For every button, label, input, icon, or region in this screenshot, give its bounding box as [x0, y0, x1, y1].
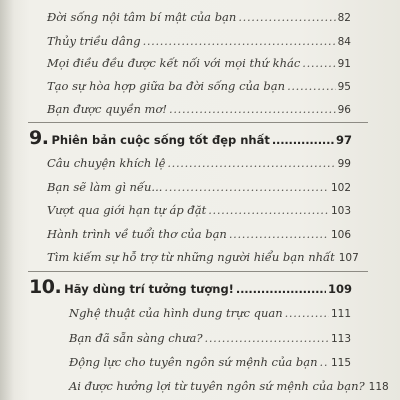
toc-entry-title: Thủy triều dâng [47, 34, 141, 48]
section-divider [28, 122, 368, 123]
toc-entry[interactable] [47, 227, 351, 241]
toc-entry-title: Bạn đã sẵn sàng chưa? [69, 331, 203, 345]
dot-leader [320, 355, 329, 369]
dot-leader [236, 282, 326, 296]
toc-entry-title: Đời sống nội tâm bí mật của bạn [47, 10, 237, 24]
dot-leader [302, 56, 335, 70]
dot-leader [143, 34, 336, 48]
dot-leader [208, 203, 329, 217]
toc-entry-page: 91 [337, 58, 351, 70]
toc-entry-page: 118 [368, 381, 389, 393]
dot-leader [229, 227, 329, 241]
toc-entry[interactable] [69, 306, 351, 320]
toc-entry-page: 82 [337, 12, 351, 24]
toc-entry-title: Ai được hưởng lợi từ tuyên ngôn sứ mệnh của bạn? [69, 379, 365, 393]
chapter-title: Phiên bản cuộc sống tốt đẹp nhất [51, 133, 270, 147]
page-gutter-shadow [0, 0, 14, 400]
toc-entry[interactable] [69, 355, 351, 369]
chapter-title: Hãy dùng trí tưởng tượng! [64, 282, 234, 296]
toc-entry-title: Hành trình về tuổi thơ của bạn [47, 227, 227, 241]
toc-entry-page: 84 [337, 36, 351, 48]
chapter-page: 97 [335, 133, 352, 147]
toc-entry[interactable] [47, 102, 351, 116]
section-divider [28, 271, 368, 272]
toc-entry[interactable] [47, 250, 359, 264]
toc-entry[interactable] [47, 10, 351, 24]
toc-entry-page: 96 [337, 104, 351, 116]
toc-entry-page: 107 [338, 252, 359, 264]
toc-entry-title: Câu chuyện khích lệ [47, 156, 166, 170]
toc-entry-page: 95 [337, 81, 351, 93]
dot-leader [238, 10, 335, 24]
dot-leader [287, 79, 336, 93]
toc-entry-title: Bạn được quyền mơ! [47, 102, 168, 116]
toc-entry-page: 115 [330, 357, 351, 369]
dot-leader [167, 156, 335, 170]
chapter-number: 9. [29, 127, 49, 149]
toc-entry-page: 113 [330, 333, 351, 345]
dot-leader [205, 331, 329, 345]
chapter-number: 10. [29, 276, 62, 298]
toc-entry-title: Nghệ thuật của hình dung trực quan [69, 306, 283, 320]
toc-entry-page: 103 [330, 205, 351, 217]
chapter-heading-9[interactable] [29, 127, 352, 149]
toc-entry-title: Mọi điều đều được kết nối với mọi thứ khác [47, 56, 301, 70]
toc-entry[interactable] [47, 79, 351, 93]
toc-entry[interactable] [47, 156, 351, 170]
dot-leader [272, 133, 334, 147]
toc-entry-title: Tìm kiếm sự hỗ trợ từ những người hiểu bạn nhất [47, 250, 335, 264]
toc-entry[interactable] [47, 34, 351, 48]
toc-entry[interactable] [69, 331, 351, 345]
toc-entry-page: 99 [337, 158, 351, 170]
toc-entry[interactable] [69, 379, 389, 393]
toc-entry-page: 106 [330, 229, 351, 241]
toc-entry-title: Tạo sự hòa hợp giữa ba đời sống của bạn [47, 79, 286, 93]
chapter-heading-10[interactable] [29, 276, 352, 298]
toc-entry-page: 111 [330, 308, 351, 320]
toc-entry[interactable] [47, 180, 351, 194]
toc-entry-title: Bạn sẽ làm gì nếu... [47, 180, 163, 194]
toc-entry-title: Vượt qua giới hạn tự áp đặt [47, 203, 207, 217]
toc-entry[interactable] [47, 56, 351, 70]
dot-leader [285, 306, 329, 320]
dot-leader [164, 180, 329, 194]
toc-entry[interactable] [47, 203, 351, 217]
toc-entry-page: 102 [330, 182, 351, 194]
dot-leader [169, 102, 336, 116]
chapter-page: 109 [327, 282, 352, 296]
toc-entry-title: Động lực cho tuyên ngôn sứ mệnh của bạn [69, 355, 318, 369]
